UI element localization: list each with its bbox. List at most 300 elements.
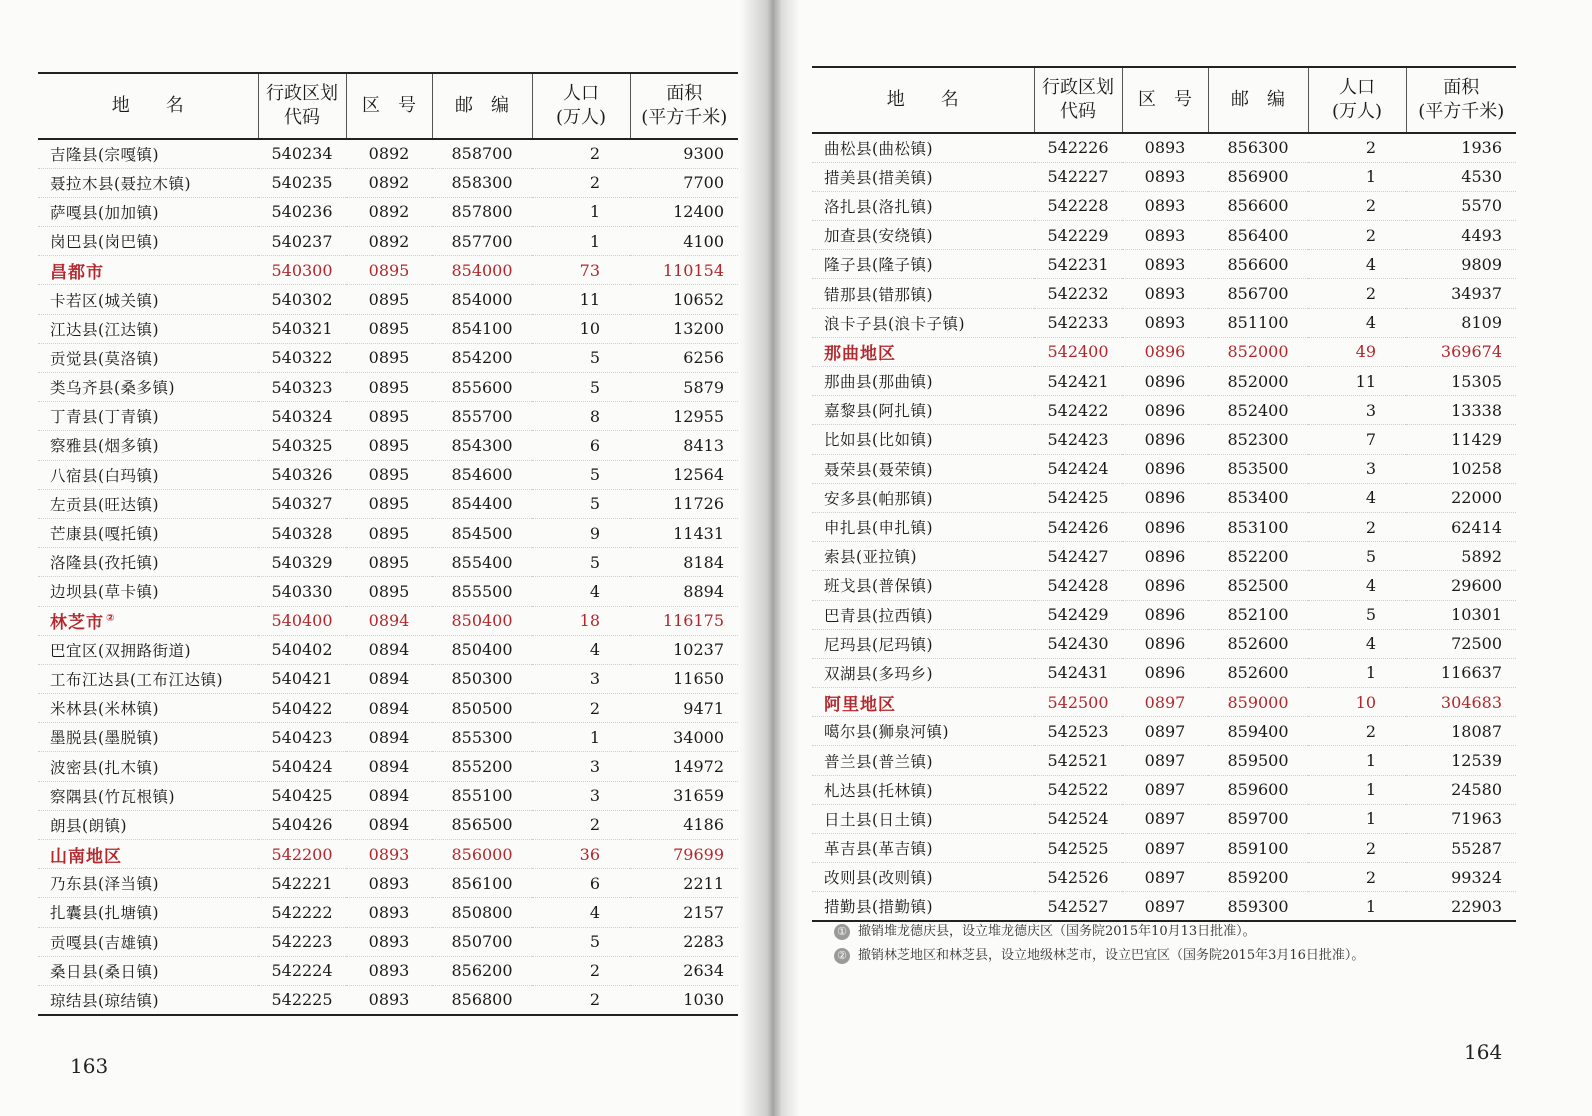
population	[1308, 863, 1406, 892]
district-name-text: 措美县(措美镇)	[824, 168, 934, 187]
district-name	[812, 512, 1034, 541]
admin-code-text: 542227	[1047, 167, 1109, 187]
district-name	[812, 279, 1034, 308]
admin-code	[1034, 863, 1122, 892]
population-text: 3	[1365, 459, 1376, 479]
area-value	[630, 168, 738, 197]
postal-code-text: 856800	[451, 990, 513, 1010]
area-code	[1122, 834, 1208, 863]
district-name-text: 米林县(米林镇)	[50, 700, 160, 719]
area-code-text: 0895	[368, 581, 410, 601]
admin-code	[1034, 746, 1122, 775]
admin-code	[258, 256, 346, 285]
area-value	[630, 256, 738, 285]
admin-code-text: 542425	[1047, 488, 1109, 508]
area-code	[346, 285, 432, 314]
population	[532, 840, 630, 869]
area-value-text: 2211	[683, 873, 724, 893]
district-name-text: 比如县(比如镇)	[824, 431, 934, 450]
region-row	[38, 840, 738, 869]
postal-code	[432, 343, 532, 372]
admin-code-text: 540400	[271, 611, 333, 631]
postal-code-text: 855200	[451, 757, 513, 777]
admin-code	[258, 548, 346, 577]
table-row	[38, 518, 738, 547]
district-name	[812, 688, 1034, 717]
district-name	[812, 133, 1034, 162]
area-value	[630, 489, 738, 518]
postal-code	[432, 664, 532, 693]
population	[1308, 337, 1406, 366]
area-value-text: 14972	[673, 757, 724, 777]
postal-code	[432, 577, 532, 606]
population-text: 3	[589, 669, 600, 689]
postal-code	[432, 898, 532, 927]
admin-code	[1034, 688, 1122, 717]
table-row	[38, 431, 738, 460]
area-code-text: 0896	[1144, 488, 1186, 508]
admin-code-text: 540425	[271, 786, 333, 806]
area-code-text: 0894	[368, 757, 410, 777]
population	[532, 723, 630, 752]
right-district-table	[812, 66, 1516, 922]
admin-code	[1034, 425, 1122, 454]
header-area: 面积 (平方千米)	[1406, 67, 1516, 133]
population-text: 5	[589, 932, 600, 952]
postal-code	[432, 694, 532, 723]
population	[532, 985, 630, 1014]
district-name	[812, 834, 1034, 863]
admin-code	[258, 781, 346, 810]
admin-code	[258, 723, 346, 752]
table-row	[812, 892, 1516, 921]
admin-code-text: 542232	[1047, 284, 1109, 304]
postal-code	[1208, 191, 1308, 220]
area-code	[346, 431, 432, 460]
table-row	[812, 221, 1516, 250]
area-code	[1122, 162, 1208, 191]
area-value-text: 12539	[1451, 751, 1502, 771]
district-name	[38, 927, 258, 956]
admin-code	[258, 285, 346, 314]
population	[1308, 396, 1406, 425]
area-code-text: 0893	[1144, 196, 1186, 216]
area-code	[1122, 658, 1208, 687]
district-name-text: 察雅县(烟多镇)	[50, 437, 160, 456]
district-name-text: 安多县(帕那镇)	[824, 489, 934, 508]
postal-code-text: 852600	[1227, 634, 1289, 654]
population	[1308, 892, 1406, 921]
area-code	[346, 927, 432, 956]
postal-code	[1208, 717, 1308, 746]
postal-code	[1208, 629, 1308, 658]
area-code	[1122, 337, 1208, 366]
area-code	[346, 314, 432, 343]
area-code-text: 0897	[1144, 896, 1186, 916]
population-text: 5	[1365, 605, 1376, 625]
area-value	[630, 635, 738, 664]
postal-code-text: 850400	[451, 640, 513, 660]
area-value	[1406, 454, 1516, 483]
population	[532, 956, 630, 985]
area-code	[346, 635, 432, 664]
admin-code-text: 542423	[1047, 429, 1109, 449]
admin-code	[1034, 775, 1122, 804]
population-text: 7	[1365, 429, 1376, 449]
left-page	[0, 0, 770, 1116]
district-name-text: 朗县(朗镇)	[50, 816, 128, 835]
admin-code	[258, 956, 346, 985]
admin-code-text: 540300	[271, 260, 333, 280]
postal-code-text: 856600	[1227, 254, 1289, 274]
area-code-text: 0894	[368, 698, 410, 718]
population-text: 5	[589, 465, 600, 485]
population-text: 2	[1365, 196, 1376, 216]
area-value	[1406, 162, 1516, 191]
district-name	[812, 162, 1034, 191]
district-name	[812, 337, 1034, 366]
district-name	[38, 227, 258, 256]
district-name	[38, 781, 258, 810]
table-row	[812, 717, 1516, 746]
area-code	[1122, 512, 1208, 541]
admin-code	[1034, 191, 1122, 220]
population	[1308, 717, 1406, 746]
area-value-text: 8894	[683, 581, 724, 601]
table-row	[812, 571, 1516, 600]
area-code	[346, 752, 432, 781]
admin-code	[1034, 337, 1122, 366]
header-name: 地 名	[812, 67, 1034, 133]
admin-code-text: 540234	[271, 144, 333, 164]
district-name-text: 巴宜区(双拥路街道)	[50, 641, 192, 660]
population-text: 2	[1365, 138, 1376, 158]
admin-code	[258, 518, 346, 547]
area-code	[1122, 221, 1208, 250]
postal-code-text: 856700	[1227, 284, 1289, 304]
admin-code	[258, 694, 346, 723]
left-table-body	[38, 139, 738, 1015]
postal-code-text: 855300	[451, 727, 513, 747]
postal-code-text: 854100	[451, 319, 513, 339]
area-code	[346, 489, 432, 518]
admin-code-text: 542523	[1047, 721, 1109, 741]
area-code	[346, 373, 432, 402]
admin-code	[258, 431, 346, 460]
district-name	[38, 460, 258, 489]
district-name	[812, 191, 1034, 220]
population	[532, 460, 630, 489]
population-text: 2	[1365, 225, 1376, 245]
table-row	[38, 548, 738, 577]
population	[1308, 804, 1406, 833]
area-code	[1122, 250, 1208, 279]
table-row	[38, 810, 738, 839]
population-text: 4	[1365, 634, 1376, 654]
district-name	[38, 840, 258, 869]
postal-code-text: 856400	[1227, 225, 1289, 245]
area-value-text: 1030	[683, 990, 724, 1010]
population	[1308, 571, 1406, 600]
admin-code-text: 540325	[271, 435, 333, 455]
population	[532, 197, 630, 226]
population-text: 3	[589, 757, 600, 777]
area-value-text: 11726	[673, 494, 724, 514]
population	[532, 694, 630, 723]
postal-code-text: 852500	[1227, 575, 1289, 595]
population	[1308, 688, 1406, 717]
district-name	[38, 694, 258, 723]
table-row	[38, 956, 738, 985]
area-value	[1406, 133, 1516, 162]
district-name-text: 昌都市	[50, 262, 104, 283]
header-area: 面积 (平方千米)	[630, 73, 738, 139]
postal-code-text: 856500	[451, 815, 513, 835]
area-code	[1122, 454, 1208, 483]
admin-code	[1034, 454, 1122, 483]
table-row	[38, 752, 738, 781]
area-value	[1406, 571, 1516, 600]
district-name	[38, 548, 258, 577]
population-text: 6	[589, 873, 600, 893]
admin-code	[1034, 221, 1122, 250]
area-code	[346, 606, 432, 635]
area-value	[1406, 688, 1516, 717]
admin-code-text: 542527	[1047, 896, 1109, 916]
table-row	[38, 168, 738, 197]
area-code	[1122, 600, 1208, 629]
district-name	[38, 664, 258, 693]
admin-code	[258, 840, 346, 869]
population-text: 4	[1365, 254, 1376, 274]
population	[1308, 367, 1406, 396]
postal-code	[432, 168, 532, 197]
admin-code-text: 540330	[271, 581, 333, 601]
area-value	[630, 810, 738, 839]
area-code	[1122, 863, 1208, 892]
postal-code	[432, 518, 532, 547]
area-code	[346, 956, 432, 985]
population	[1308, 133, 1406, 162]
admin-code	[1034, 600, 1122, 629]
postal-code	[432, 956, 532, 985]
postal-code-text: 859300	[1227, 896, 1289, 916]
postal-code	[432, 810, 532, 839]
population	[532, 781, 630, 810]
area-code-text: 0896	[1144, 400, 1186, 420]
district-name-text: 班戈县(普保镇)	[824, 577, 934, 596]
area-code	[346, 810, 432, 839]
admin-code	[1034, 717, 1122, 746]
area-code	[346, 694, 432, 723]
postal-code-text: 856000	[451, 844, 513, 864]
population-text: 10	[1355, 692, 1376, 712]
area-code-text: 0895	[368, 552, 410, 572]
header-population: 人口 (万人)	[532, 73, 630, 139]
postal-code-text: 852200	[1227, 546, 1289, 566]
area-code-text: 0894	[368, 786, 410, 806]
postal-code-text: 859700	[1227, 809, 1289, 829]
header-postal-code: 邮 编	[1208, 67, 1308, 133]
area-value	[630, 285, 738, 314]
area-value-text: 13338	[1451, 400, 1502, 420]
population-text: 2	[1365, 838, 1376, 858]
area-value	[630, 314, 738, 343]
area-code-text: 0897	[1144, 867, 1186, 887]
district-name-text: 乃东县(泽当镇)	[50, 875, 160, 894]
postal-code-text: 853500	[1227, 459, 1289, 479]
area-value-text: 24580	[1451, 780, 1502, 800]
population	[1308, 221, 1406, 250]
area-value-text: 29600	[1451, 575, 1502, 595]
area-value	[630, 343, 738, 372]
population	[1308, 425, 1406, 454]
header-population: 人口 (万人)	[1308, 67, 1406, 133]
postal-code	[1208, 892, 1308, 921]
area-code	[346, 985, 432, 1014]
area-code-text: 0893	[368, 990, 410, 1010]
district-name-text: 卡若区(城关镇)	[50, 291, 160, 310]
population	[1308, 658, 1406, 687]
district-name	[812, 396, 1034, 425]
area-code-text: 0894	[368, 727, 410, 747]
table-row	[38, 723, 738, 752]
district-name-text: 山南地区	[50, 846, 122, 867]
population	[1308, 483, 1406, 512]
area-value	[630, 548, 738, 577]
population-text: 2	[589, 990, 600, 1010]
district-name-text: 那曲县(那曲镇)	[824, 373, 934, 392]
admin-code	[1034, 542, 1122, 571]
district-name-text: 噶尔县(狮泉河镇)	[824, 723, 950, 742]
population-text: 49	[1355, 342, 1376, 362]
admin-code	[1034, 279, 1122, 308]
district-name-text: 察隅县(竹瓦根镇)	[50, 787, 176, 806]
admin-code-text: 540324	[271, 406, 333, 426]
area-value	[630, 460, 738, 489]
area-value-text: 9471	[683, 698, 724, 718]
postal-code-text: 859400	[1227, 721, 1289, 741]
population-text: 1	[1365, 663, 1376, 683]
area-code	[346, 577, 432, 606]
postal-code-text: 859000	[1227, 692, 1289, 712]
admin-code-text: 542524	[1047, 809, 1109, 829]
table-row	[812, 512, 1516, 541]
district-name	[812, 629, 1034, 658]
population-text: 10	[579, 319, 600, 339]
area-code	[346, 256, 432, 285]
area-code-text: 0896	[1144, 663, 1186, 683]
district-name	[38, 985, 258, 1014]
area-code-text: 0894	[368, 611, 410, 631]
district-name-text: 波密县(扎木镇)	[50, 758, 160, 777]
postal-code	[1208, 512, 1308, 541]
header-admin-code: 行政区划 代码	[258, 73, 346, 139]
district-name-text: 那曲地区	[824, 344, 896, 365]
area-code	[346, 518, 432, 547]
population	[532, 227, 630, 256]
district-name-text: 洛隆县(孜托镇)	[50, 554, 160, 573]
population-text: 6	[589, 435, 600, 455]
district-name	[38, 139, 258, 168]
district-name-text: 隆子县(隆子镇)	[824, 256, 934, 275]
area-code-text: 0894	[368, 815, 410, 835]
region-row	[812, 337, 1516, 366]
area-value-text: 34000	[673, 727, 724, 747]
postal-code	[432, 840, 532, 869]
postal-code	[1208, 804, 1308, 833]
postal-code-text: 855500	[451, 581, 513, 601]
area-value-text: 15305	[1451, 371, 1502, 391]
area-value	[630, 139, 738, 168]
area-value-text: 31659	[673, 786, 724, 806]
area-value-text: 4100	[683, 231, 724, 251]
area-value-text: 2157	[683, 902, 724, 922]
district-name-text: 错那县(错那镇)	[824, 285, 934, 304]
area-value-text: 7700	[683, 173, 724, 193]
district-name-text: 墨脱县(墨脱镇)	[50, 729, 160, 748]
admin-code	[1034, 571, 1122, 600]
postal-code-text: 857700	[451, 231, 513, 251]
area-value	[630, 781, 738, 810]
area-code-text: 0896	[1144, 429, 1186, 449]
area-code-text: 0893	[1144, 138, 1186, 158]
population	[532, 810, 630, 839]
district-name-text: 措勤县(措勤镇)	[824, 898, 934, 917]
footnote-mark: ②	[834, 948, 850, 964]
district-name-text: 贡嘎县(吉雄镇)	[50, 933, 160, 952]
population-text: 2	[1365, 867, 1376, 887]
district-name	[38, 810, 258, 839]
area-code-text: 0895	[368, 348, 410, 368]
district-name-text: 贡觉县(莫洛镇)	[50, 349, 160, 368]
admin-code-text: 542221	[271, 873, 333, 893]
area-code	[1122, 191, 1208, 220]
population-text: 5	[1365, 546, 1376, 566]
postal-code-text: 852400	[1227, 400, 1289, 420]
population	[532, 373, 630, 402]
postal-code-text: 854600	[451, 465, 513, 485]
postal-code	[432, 227, 532, 256]
area-value-text: 4493	[1461, 225, 1502, 245]
table-row	[38, 314, 738, 343]
area-value-text: 12564	[673, 465, 724, 485]
area-value-text: 110154	[662, 260, 724, 280]
area-code-text: 0895	[368, 290, 410, 310]
postal-code	[1208, 133, 1308, 162]
area-code	[1122, 571, 1208, 600]
area-value	[630, 577, 738, 606]
area-value-text: 5879	[683, 377, 724, 397]
postal-code-text: 854500	[451, 523, 513, 543]
area-code-text: 0893	[1144, 313, 1186, 333]
header-name: 地 名	[38, 73, 258, 139]
postal-code-text: 859100	[1227, 838, 1289, 858]
area-value-text: 99324	[1451, 867, 1502, 887]
table-row	[38, 898, 738, 927]
admin-code	[1034, 483, 1122, 512]
area-value-text: 369674	[1440, 342, 1502, 362]
population	[532, 343, 630, 372]
district-name	[812, 600, 1034, 629]
area-value	[1406, 892, 1516, 921]
postal-code	[1208, 454, 1308, 483]
population-text: 4	[589, 640, 600, 660]
area-code	[1122, 396, 1208, 425]
postal-code	[432, 314, 532, 343]
admin-code	[258, 577, 346, 606]
area-value	[630, 606, 738, 635]
